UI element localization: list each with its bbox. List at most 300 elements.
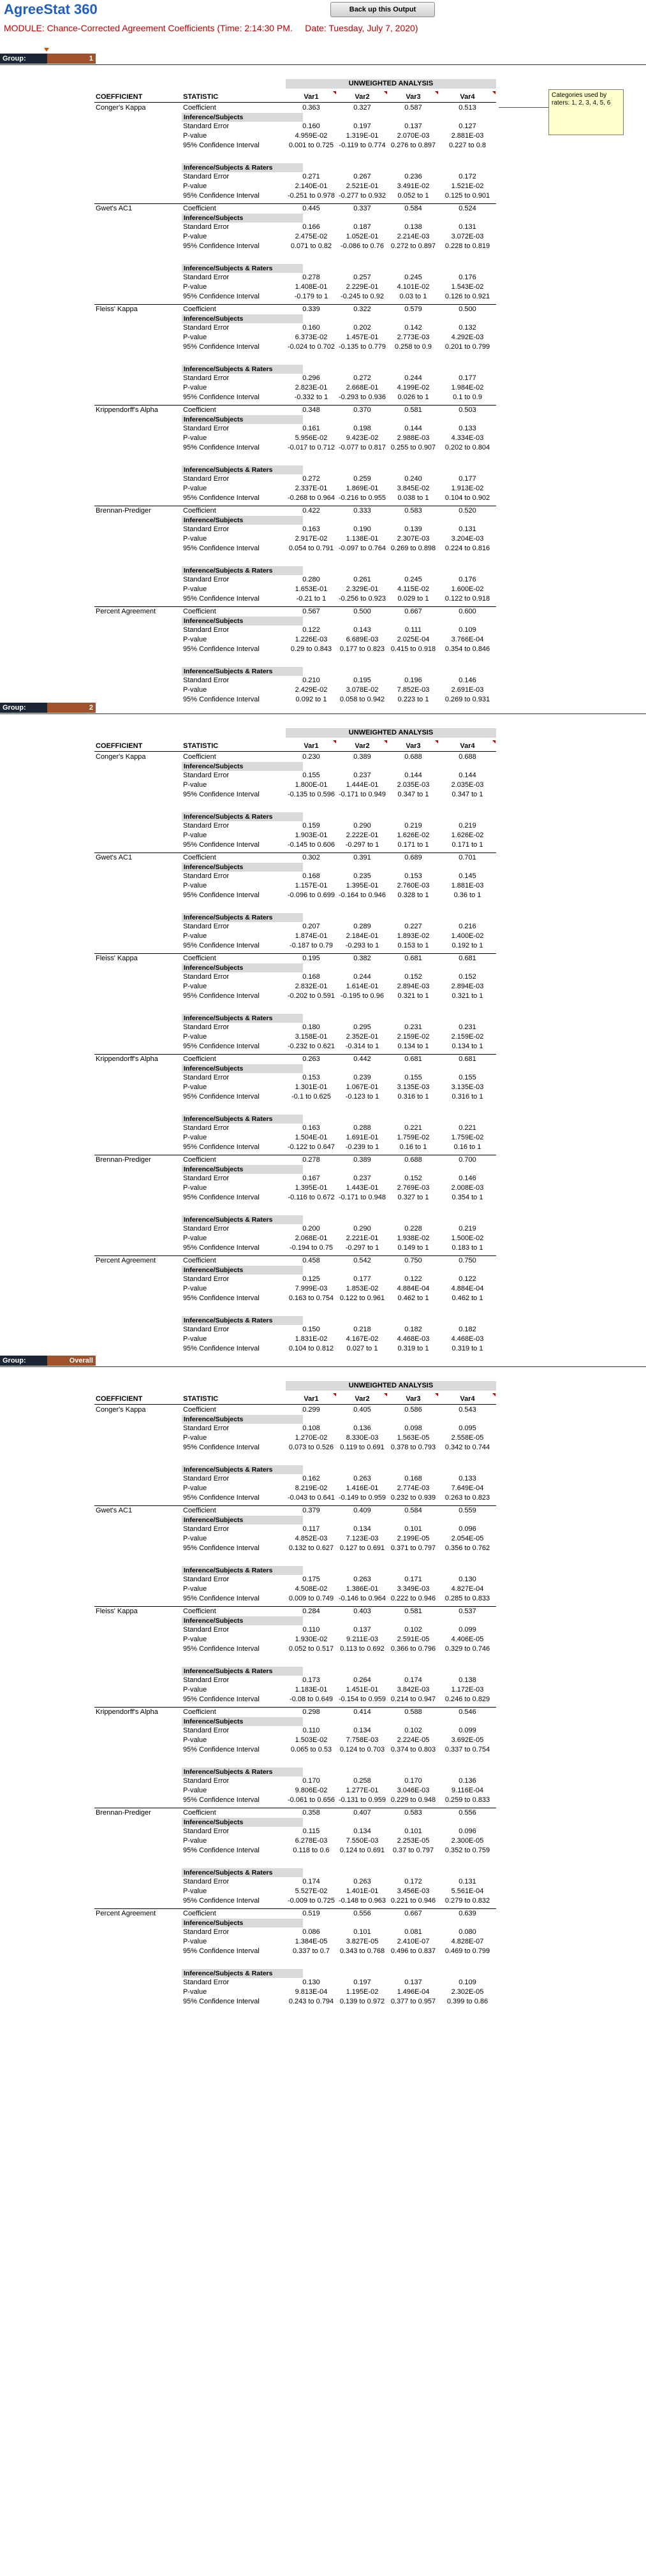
inference-subjects-raters-label: Inference/Subjects & Raters <box>182 1316 303 1325</box>
table-row <box>0 585 646 594</box>
value-cell: 0.276 to 0.897 <box>390 142 436 149</box>
value-cell: 0.122 to 0.918 <box>444 595 490 603</box>
value-cell: 0.139 <box>404 525 422 533</box>
value-cell: 0.36 to 1 <box>453 891 481 899</box>
value-cell: 0.285 to 0.833 <box>444 1595 490 1602</box>
statistic-label: Coefficient <box>183 1156 216 1164</box>
table-row <box>0 992 646 1001</box>
value-cell: 0.143 <box>353 626 371 634</box>
value-cell: 0.109 <box>459 626 476 634</box>
value-cell: 0.125 to 0.901 <box>444 192 490 200</box>
statistic-label: Standard Error <box>183 1525 230 1533</box>
statistic-label: P-value <box>183 485 207 492</box>
value-cell: 2.668E-01 <box>346 384 379 392</box>
value-cell: 0.272 to 0.897 <box>390 242 436 250</box>
value-cell: 0.138 <box>459 1676 476 1684</box>
value-cell: 1.451E-01 <box>346 1686 379 1694</box>
value-cell: 0.586 <box>404 1406 422 1414</box>
value-cell: 0.688 <box>404 1156 422 1164</box>
value-cell: 0.174 <box>404 1676 422 1684</box>
statistic-label: Coefficient <box>183 608 216 615</box>
statistic-label: 95% Confidence Interval <box>183 595 260 603</box>
value-cell: 0.520 <box>459 507 476 515</box>
statistic-label: 95% Confidence Interval <box>183 1847 260 1854</box>
statistic-label: 95% Confidence Interval <box>183 444 260 451</box>
value-cell: 0.224 to 0.816 <box>444 545 490 552</box>
value-cell: 0.237 <box>353 772 371 779</box>
value-cell: 2.881E-03 <box>451 132 484 140</box>
table-row <box>0 1484 646 1493</box>
value-cell: 0.227 to 0.8 <box>448 142 487 149</box>
value-cell: 0.098 <box>404 1424 422 1432</box>
statistic-label: Coefficient <box>183 104 216 112</box>
inference-subjects-label: Inference/Subjects <box>182 1415 303 1424</box>
statistic-label: P-value <box>183 882 207 889</box>
table-row <box>0 676 646 685</box>
table-row <box>0 383 646 393</box>
statistic-label: Coefficient <box>183 1910 216 1917</box>
value-cell: 1.183E-01 <box>295 1686 328 1694</box>
value-cell: 0.170 <box>302 1777 320 1785</box>
column-header-row <box>0 92 646 102</box>
value-cell: 0.358 <box>302 1809 320 1817</box>
value-cell: 3.046E-03 <box>397 1787 430 1794</box>
value-cell: 2.159E-02 <box>397 1033 430 1041</box>
value-cell: 0.029 to 1 <box>397 595 429 603</box>
value-cell: 1.496E-04 <box>397 1988 430 1996</box>
statistic-label: P-value <box>183 1736 207 1744</box>
table-row <box>0 342 646 352</box>
value-cell: 0.422 <box>302 507 320 515</box>
value-cell: 2.329E-01 <box>346 585 379 593</box>
value-cell: 2.691E-03 <box>451 686 484 694</box>
table-row <box>0 1676 646 1685</box>
statistic-label: 95% Confidence Interval <box>183 1093 260 1101</box>
value-cell: 0.155 <box>404 1074 422 1081</box>
inference-subjects-label: Inference/Subjects <box>182 1717 303 1726</box>
value-cell: 2.300E-05 <box>451 1837 484 1845</box>
value-cell: 0.173 <box>302 1676 320 1684</box>
value-cell: 5.527E-02 <box>295 1887 328 1895</box>
value-cell: 0.142 <box>404 324 422 332</box>
value-cell: 2.823E-01 <box>295 384 328 392</box>
table-row <box>0 1325 646 1335</box>
value-cell: 0.688 <box>404 753 422 761</box>
table-row <box>0 853 646 863</box>
value-cell: 0.237 <box>353 1175 371 1182</box>
value-cell: -0.086 to 0.76 <box>341 242 384 250</box>
statistic-label: P-value <box>183 1083 207 1091</box>
statistic-label: 95% Confidence Interval <box>183 393 260 401</box>
value-cell: 0.543 <box>459 1406 476 1414</box>
value-cell: 9.806E-02 <box>295 1787 328 1794</box>
table-row <box>0 534 646 544</box>
group-caret-icon <box>44 48 49 52</box>
value-cell: 0.122 to 0.961 <box>339 1294 385 1302</box>
table-row <box>0 1275 646 1284</box>
value-cell: 2.894E-03 <box>451 983 484 990</box>
statistic-label: Coefficient <box>183 1809 216 1817</box>
value-cell: 0.146 <box>459 1175 476 1182</box>
table-row <box>0 1405 646 1415</box>
table-row <box>0 1155 646 1165</box>
statistic-label: 95% Confidence Interval <box>183 1143 260 1151</box>
column-header-statistic: STATISTIC <box>183 742 219 750</box>
statistic-label: P-value <box>183 585 207 593</box>
value-cell: 0.218 <box>353 1326 371 1333</box>
value-cell: 0.296 <box>302 374 320 382</box>
statistic-label: Standard Error <box>183 626 230 634</box>
table-row <box>0 1776 646 1786</box>
value-cell: 0.257 <box>353 274 371 281</box>
value-cell: 0.269 to 0.898 <box>390 545 436 552</box>
column-header-statistic: STATISTIC <box>183 93 219 101</box>
table-row <box>0 292 646 302</box>
value-cell: 0.1 to 0.9 <box>453 393 482 401</box>
statistic-label: P-value <box>183 384 207 392</box>
statistic-label: Coefficient <box>183 955 216 962</box>
table-row <box>0 1575 646 1584</box>
statistic-label: P-value <box>183 1988 207 1996</box>
value-cell: 1.052E-01 <box>346 233 379 240</box>
statistic-label: Standard Error <box>183 1727 230 1734</box>
value-cell: 1.913E-02 <box>451 485 484 492</box>
inference-subjects-raters-label: Inference/Subjects & Raters <box>182 1868 303 1877</box>
table-row <box>0 1443 646 1453</box>
value-cell: 2.068E-01 <box>295 1234 328 1242</box>
value-cell: -0.232 to 0.621 <box>287 1043 335 1050</box>
value-cell: 0.124 to 0.691 <box>339 1847 385 1854</box>
statistic-label: P-value <box>183 535 207 543</box>
value-cell: 0.201 to 0.799 <box>444 343 490 351</box>
value-cell: 0.319 to 1 <box>397 1345 429 1352</box>
column-header-row <box>0 742 646 751</box>
statistic-label: 95% Confidence Interval <box>183 1746 260 1753</box>
value-cell: -0.1 to 0.625 <box>291 1093 331 1101</box>
value-cell: 0.681 <box>404 955 422 962</box>
value-cell: 0.496 to 0.837 <box>390 1947 436 1955</box>
table-row <box>0 1133 646 1143</box>
module-info-line: MODULE: Chance-Corrected Agreement Coefficients (Time: 2:14:30 PM. Date: Tuesday, July 7, 2020) <box>4 23 418 33</box>
table-row <box>0 131 646 141</box>
value-cell: 0.29 to 0.843 <box>290 645 332 653</box>
value-cell: 1.521E-02 <box>451 182 484 190</box>
table-row <box>0 282 646 292</box>
value-cell: 0.328 to 1 <box>397 891 429 899</box>
value-cell: 0.108 <box>302 1424 320 1432</box>
statistic-label: Standard Error <box>183 1175 230 1182</box>
value-cell: 0.272 <box>353 374 371 382</box>
value-cell: 0.134 to 1 <box>451 1043 483 1050</box>
value-cell: 0.197 <box>353 122 371 130</box>
statistic-label: Standard Error <box>183 122 230 130</box>
statistic-label: P-value <box>183 434 207 442</box>
value-cell: 0.363 <box>302 104 320 112</box>
value-cell: 0.236 <box>404 173 422 180</box>
value-cell: 2.769E-03 <box>397 1184 430 1192</box>
value-cell: 0.131 <box>459 1878 476 1885</box>
value-cell: 1.226E-03 <box>295 636 328 643</box>
statistic-label: Standard Error <box>183 1928 230 1936</box>
value-cell: 0.096 <box>459 1525 476 1533</box>
statistic-label: P-value <box>183 1837 207 1845</box>
value-cell: 0.163 <box>302 525 320 533</box>
value-cell: -0.195 to 0.96 <box>341 992 384 1000</box>
value-cell: 3.135E-03 <box>397 1083 430 1091</box>
value-cell: 0.177 <box>459 374 476 382</box>
table-row <box>0 172 646 182</box>
column-header-var1: Var1 <box>304 742 319 750</box>
table-row <box>0 1023 646 1032</box>
value-cell: 0.16 to 1 <box>453 1143 481 1151</box>
statistic-label: 95% Confidence Interval <box>183 1494 260 1502</box>
value-cell: 0.584 <box>404 1507 422 1514</box>
value-cell: -0.251 to 0.978 <box>287 192 335 200</box>
value-cell: 0.175 <box>302 1576 320 1583</box>
value-cell: -0.164 to 0.946 <box>338 891 386 899</box>
inference-subjects-raters-label: Inference/Subjects & Raters <box>182 465 303 474</box>
table-row <box>0 1808 646 1818</box>
group-divider <box>0 1366 646 1367</box>
table-row <box>0 1284 646 1294</box>
statistic-label: 95% Confidence Interval <box>183 293 260 300</box>
value-cell: 1.138E-01 <box>346 535 379 543</box>
value-cell: 0.160 <box>302 324 320 332</box>
value-cell: 4.101E-02 <box>397 283 430 291</box>
value-cell: 1.301E-01 <box>295 1083 328 1091</box>
value-cell: 3.491E-02 <box>397 182 430 190</box>
value-cell: 0.681 <box>404 1055 422 1063</box>
value-cell: 0.271 <box>302 173 320 180</box>
value-cell: 0.299 <box>302 1406 320 1414</box>
statistic-label: P-value <box>183 1636 207 1643</box>
value-cell: 3.072E-03 <box>451 233 484 240</box>
statistic-label: 95% Confidence Interval <box>183 942 260 949</box>
value-cell: 0.001 to 0.725 <box>288 142 334 149</box>
value-cell: -0.009 to 0.725 <box>287 1897 335 1905</box>
value-cell: 0.221 <box>404 1124 422 1132</box>
table-row <box>0 1887 646 1896</box>
value-cell: 3.845E-02 <box>397 485 430 492</box>
table-row <box>0 1474 646 1484</box>
value-cell: 6.373E-02 <box>295 333 328 341</box>
column-header-row <box>0 1394 646 1404</box>
statistic-label: P-value <box>183 932 207 940</box>
value-cell: 0.052 to 0.517 <box>288 1645 334 1653</box>
statistic-label: P-value <box>183 233 207 240</box>
column-header-coefficient: COEFFICIENT <box>96 1395 143 1403</box>
value-cell: 0.153 <box>404 872 422 880</box>
value-cell: 0.137 <box>404 122 422 130</box>
value-cell: 0.163 to 0.754 <box>288 1294 334 1302</box>
value-cell: 0.222 to 0.946 <box>390 1595 436 1602</box>
value-cell: -0.314 to 1 <box>345 1043 379 1050</box>
value-cell: 0.03 to 1 <box>399 293 427 300</box>
value-cell: 4.115E-02 <box>397 585 429 593</box>
value-cell: 0.246 to 0.829 <box>444 1695 490 1703</box>
value-cell: 0.259 to 0.833 <box>444 1796 490 1804</box>
header-underline <box>94 751 496 752</box>
value-cell: 2.307E-03 <box>397 535 430 543</box>
value-cell: 0.316 to 1 <box>451 1093 483 1101</box>
table-row <box>0 443 646 453</box>
table-row <box>0 594 646 604</box>
table-row <box>0 1525 646 1534</box>
table-row <box>0 1294 646 1303</box>
value-cell: 0.182 <box>459 1326 476 1333</box>
value-cell: 3.349E-03 <box>397 1585 430 1593</box>
statistic-label: 95% Confidence Interval <box>183 545 260 552</box>
value-cell: 4.884E-04 <box>397 1285 430 1292</box>
value-cell: 0.339 <box>302 305 320 313</box>
value-cell: 0.172 <box>404 1878 422 1885</box>
value-cell: 0.500 <box>353 608 371 615</box>
table-row <box>0 191 646 201</box>
statistic-label: 95% Confidence Interval <box>183 142 260 149</box>
value-cell: 0.382 <box>353 955 371 962</box>
value-cell: 1.831E-02 <box>295 1335 328 1343</box>
value-cell: 0.071 to 0.82 <box>290 242 332 250</box>
value-cell: 0.152 <box>404 1175 422 1182</box>
value-cell: 3.456E-03 <box>397 1887 430 1895</box>
table-row <box>0 1726 646 1736</box>
value-cell: 0.219 <box>459 822 476 830</box>
value-cell: -0.131 to 0.959 <box>338 1796 386 1804</box>
value-cell: 2.475E-02 <box>295 233 328 240</box>
value-cell: 0.134 <box>353 1525 371 1533</box>
inference-subjects-label: Inference/Subjects <box>182 1165 303 1174</box>
table-row <box>0 1042 646 1051</box>
value-cell: -0.179 to 1 <box>294 293 328 300</box>
statistic-label: P-value <box>183 333 207 341</box>
table-row <box>0 1493 646 1503</box>
value-cell: 9.116E-04 <box>451 1787 483 1794</box>
statistic-label: 95% Confidence Interval <box>183 343 260 351</box>
value-cell: 0.243 to 0.794 <box>288 1998 334 2005</box>
value-cell: 1.759E-02 <box>397 1134 430 1141</box>
value-cell: 0.219 <box>404 822 422 830</box>
table-row <box>0 1625 646 1635</box>
inference-subjects-raters-label: Inference/Subjects & Raters <box>182 1115 303 1123</box>
table-row <box>0 1644 646 1654</box>
value-cell: 0.462 to 1 <box>397 1294 429 1302</box>
value-cell: 1.653E-01 <box>295 585 328 593</box>
value-cell: 0.556 <box>353 1910 371 1917</box>
value-cell: 0.168 <box>404 1475 422 1482</box>
value-cell: -0.148 to 0.963 <box>338 1897 386 1905</box>
value-cell: 2.070E-03 <box>397 132 430 140</box>
statistic-label: Standard Error <box>183 1124 230 1132</box>
value-cell: 1.067E-01 <box>346 1083 379 1091</box>
statistic-label: P-value <box>183 983 207 990</box>
value-cell: 0.202 <box>353 324 371 332</box>
value-cell: 1.500E-02 <box>451 1234 484 1242</box>
value-cell: 0.177 <box>459 475 476 483</box>
group-bar <box>0 703 646 714</box>
value-cell: 0.202 to 0.804 <box>444 444 490 451</box>
value-cell: 1.395E-01 <box>295 1184 328 1192</box>
table-row <box>0 972 646 982</box>
value-cell: -0.154 to 0.959 <box>338 1695 386 1703</box>
value-cell: -0.293 to 1 <box>345 942 379 949</box>
value-cell: 2.894E-03 <box>397 983 430 990</box>
value-cell: 1.319E-01 <box>346 132 379 140</box>
value-cell: 0.171 to 1 <box>451 841 483 849</box>
statistic-label: P-value <box>183 686 207 694</box>
statistic-label: P-value <box>183 831 207 839</box>
table-row <box>0 1073 646 1083</box>
column-header-var2: Var2 <box>355 93 370 101</box>
value-cell: 2.224E-05 <box>397 1736 430 1744</box>
statistic-label: 95% Confidence Interval <box>183 1544 260 1552</box>
value-cell: 0.581 <box>404 406 422 414</box>
table-row <box>0 1987 646 1997</box>
table-row <box>0 242 646 251</box>
value-cell: 0.389 <box>353 1156 371 1164</box>
statistic-label: Standard Error <box>183 173 230 180</box>
table-row <box>0 1092 646 1102</box>
table-row <box>0 1433 646 1443</box>
statistic-label: Coefficient <box>183 205 216 212</box>
inference-subjects-raters-label: Inference/Subjects & Raters <box>182 1566 303 1575</box>
value-cell: -0.239 to 1 <box>345 1143 379 1151</box>
statistic-label: Standard Error <box>183 324 230 332</box>
value-cell: 0.583 <box>404 507 422 515</box>
value-cell: 0.113 to 0.692 <box>340 1645 385 1653</box>
coefficient-name: Gwet's AC1 <box>96 854 133 861</box>
value-cell: 0.245 <box>404 274 422 281</box>
column-header-var4: Var4 <box>460 742 475 750</box>
statistic-label: 95% Confidence Interval <box>183 1695 260 1703</box>
table-row <box>0 434 646 443</box>
value-cell: 0.356 to 0.762 <box>444 1544 490 1552</box>
value-cell: 7.999E-03 <box>295 1285 328 1292</box>
value-cell: -0.277 to 0.932 <box>338 192 386 200</box>
value-cell: 0.584 <box>404 205 422 212</box>
statistic-label: Coefficient <box>183 507 216 515</box>
statistic-label: P-value <box>183 1484 207 1492</box>
value-cell: 4.828E-07 <box>451 1938 484 1945</box>
value-cell: 0.370 <box>353 406 371 414</box>
inference-subjects-raters-label: Inference/Subjects & Raters <box>182 1969 303 1978</box>
value-cell: 0.190 <box>353 525 371 533</box>
value-cell: 0.171 to 1 <box>397 841 429 849</box>
table-row <box>0 922 646 932</box>
value-cell: 0.159 <box>302 822 320 830</box>
statistic-label: Standard Error <box>183 1275 230 1283</box>
value-cell: 1.503E-02 <box>295 1736 328 1744</box>
value-cell: 0.261 <box>353 576 371 583</box>
value-cell: 7.649E-04 <box>451 1484 484 1492</box>
value-cell: 0.289 <box>353 923 371 930</box>
backup-button[interactable]: Back up this Output <box>330 2 435 17</box>
value-cell: 2.025E-04 <box>397 636 430 643</box>
table-row <box>0 1424 646 1433</box>
value-cell: 0.389 <box>353 753 371 761</box>
value-cell: 0.298 <box>302 1708 320 1716</box>
value-cell: -0.149 to 0.959 <box>338 1494 386 1502</box>
inference-subjects-raters-label: Inference/Subjects & Raters <box>182 812 303 821</box>
value-cell: 6.689E-03 <box>346 636 379 643</box>
statistic-label: 95% Confidence Interval <box>183 791 260 798</box>
value-cell: 0.026 to 1 <box>397 393 429 401</box>
value-cell: 0.133 <box>459 425 476 432</box>
inference-subjects-raters-label: Inference/Subjects & Raters <box>182 163 303 172</box>
value-cell: 0.086 <box>302 1928 320 1936</box>
value-cell: -0.043 to 0.641 <box>287 1494 335 1502</box>
table-row <box>0 1997 646 2007</box>
value-cell: 0.500 <box>459 305 476 313</box>
